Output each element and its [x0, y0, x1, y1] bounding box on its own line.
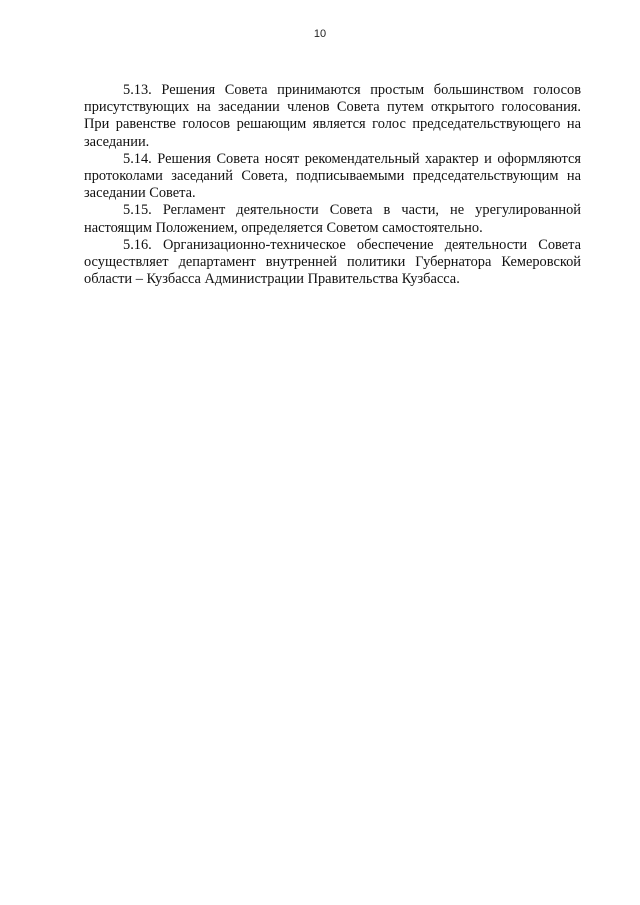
- page-number: 10: [313, 28, 327, 40]
- document-body: [84, 82, 581, 288]
- paragraph-5-16: 5.16. Организационно-техническое обеспечение деятельности Совета осуществляет департамент внутренней политики Губернатора Кемеровской области – Кузбасса Администрации Правительства Кузбасса.: [84, 236, 581, 288]
- paragraph-5-15: 5.15. Регламент деятельности Совета в части, не урегулированной настоящим Положением, определяется Советом самостоятельно.: [84, 202, 581, 236]
- paragraph-5-13: 5.13. Решения Совета принимаются простым большинством голосов присутствующих на заседании членов Совета путем открытого голосования. При равенстве голосов решающим является голос председательствующего на заседании.: [84, 82, 581, 150]
- paragraph-5-14: 5.14. Решения Совета носят рекомендательный характер и оформляются протоколами заседаний Совета, подписываемыми председательствующим на заседании Совета.: [84, 150, 581, 202]
